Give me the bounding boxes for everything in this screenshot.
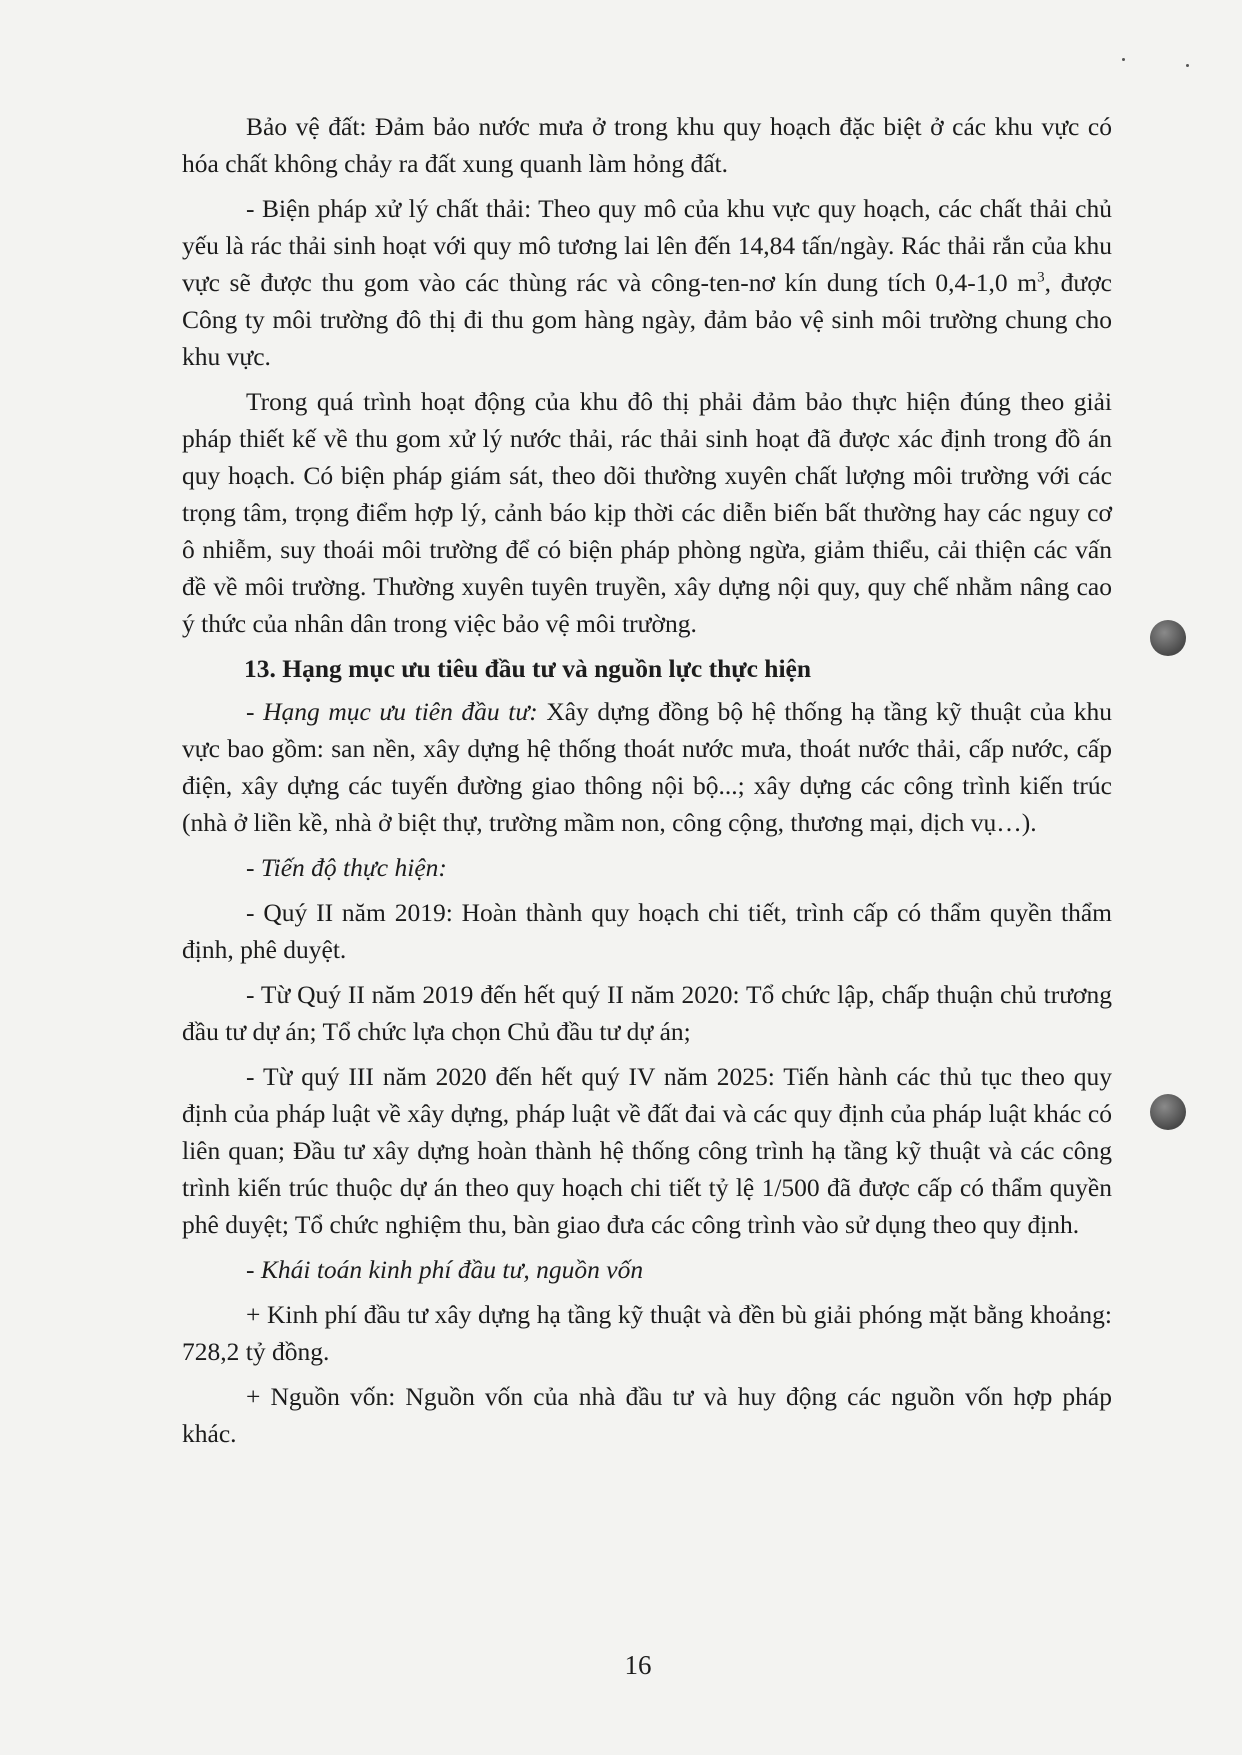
document-body [182,108,1112,1460]
budget-label: - Khái toán kinh phí đầu tư, nguồn vốn [246,1255,644,1284]
waste-text-a: - Biện pháp xử lý chất thải: Theo quy mô của khu vực quy hoạch, các chất thải chủ yếu là rác thải sinh hoạt với quy mô tương lai lên đến 14,84 tấn/ngày. Rác thải rắn của khu vực sẽ được thu gom vào các thùng rác và công-ten-nơ kín dung tích 0,4-1,0 m [182,194,1112,297]
punch-hole-bottom [1150,1094,1186,1130]
paragraph-waste-treatment [182,190,1112,375]
paragraph-operation: Trong quá trình hoạt động của khu đô thị phải đảm bảo thực hiện đúng theo giải pháp thiết kế về thu gom xử lý nước thải, rác thải sinh hoạt đã được xác định trong đồ án quy hoạch. Có biện pháp giám sát, theo dõi thường xuyên chất lượng môi trường với các trọng tâm, trọng điểm hợp lý, cảnh báo kịp thời các diễn biến bất thường hay các nguy cơ ô nhiễm, suy thoái môi trường để có biện pháp phòng ngừa, giảm thiểu, cải thiện các vấn đề về môi trường. Thường xuyên tuyên truyền, xây dựng nội quy, quy chế nhằm nâng cao ý thức của nhân dân trong việc bảo vệ môi trường. [182,387,1112,638]
schedule-item-1: - Quý II năm 2019: Hoàn thành quy hoạch chi tiết, trình cấp có thẩm quyền thẩm định, phê duyệt. [182,898,1112,964]
waste-text-b: , được Công ty môi trường đô thị đi thu gom hàng ngày, đảm bảo vệ sinh môi trường chung cho khu vực. [182,268,1112,371]
page-number: 16 [624,1650,652,1680]
scan-speck [1122,58,1125,61]
priority-text: Xây dựng đồng bộ hệ thống hạ tầng kỹ thuật của khu vực bao gồm: san nền, xây dựng hệ thống thoát nước mưa, thoát nước thải, cấp nước, cấp điện, xây dựng các tuyến đường giao thông nội bộ...; xây dựng các công trình kiến trúc (nhà ở liền kề, nhà ở biệt thự, trường mầm non, công cộng, thương mại, dịch vụ…). [182,697,1112,837]
budget-item-1: + Kinh phí đầu tư xây dựng hạ tầng kỹ thuật và đền bù giải phóng mặt bằng khoảng: 728,2 tỷ đồng. [182,1300,1112,1366]
priority-label: - Hạng mục ưu tiên đầu tư: [246,697,538,726]
paragraph-priority [182,693,1112,841]
scan-speck [1186,64,1189,67]
punch-hole-top [1150,620,1186,656]
budget-item-2: + Nguồn vốn: Nguồn vốn của nhà đầu tư và huy động các nguồn vốn hợp pháp khác. [182,1382,1112,1448]
schedule-label: - Tiến độ thực hiện: [246,853,447,882]
paragraph-land-protection: Bảo vệ đất: Đảm bảo nước mưa ở trong khu quy hoạch đặc biệt ở các khu vực có hóa chất không chảy ra đất xung quanh làm hỏng đất. [182,112,1112,178]
schedule-item-3: - Từ quý III năm 2020 đến hết quý IV năm 2025: Tiến hành các thủ tục theo quy định của pháp luật về xây dựng, pháp luật về đất đai và các quy định của pháp luật khác có liên quan; Đầu tư xây dựng hoàn thành hệ thống công trình hạ tầng kỹ thuật và các công trình kiến trúc thuộc dự án theo quy hoạch chi tiết tỷ lệ 1/500 đã được cấp có thẩm quyền phê duyệt; Tổ chức nghiệm thu, bàn giao đưa các công trình vào sử dụng theo quy định. [182,1062,1112,1239]
section-heading-13: 13. Hạng mục ưu tiêu đầu tư và nguồn lực thực hiện [244,654,812,683]
schedule-item-2: - Từ Quý II năm 2019 đến hết quý II năm 2020: Tổ chức lập, chấp thuận chủ trương đầu tư dự án; Tổ chức lựa chọn Chủ đầu tư dự án; [182,980,1112,1046]
superscript-cubic: 3 [1037,269,1045,286]
